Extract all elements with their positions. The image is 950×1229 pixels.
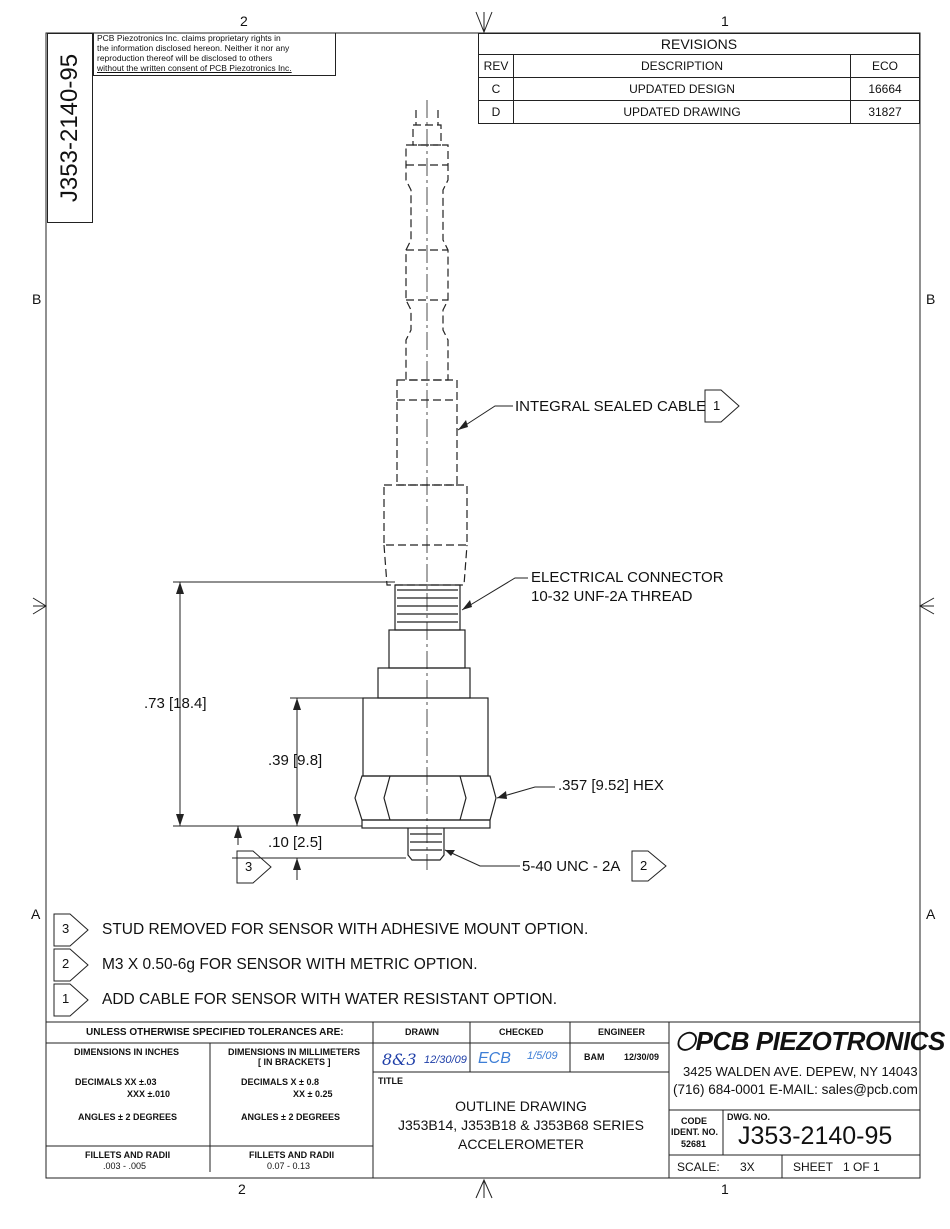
company-logo — [676, 1026, 945, 1057]
note-flag: 3 — [62, 921, 70, 936]
drawn-label: DRAWN — [405, 1027, 439, 1037]
engineer-date: 12/30/09 — [624, 1052, 660, 1062]
zone-top-right: 1 — [721, 13, 729, 29]
revision-description: UPDATED DRAWING — [514, 101, 851, 124]
inch-fillets-value: .003 - .005 — [103, 1161, 147, 1171]
sheet-label: SHEET — [793, 1160, 834, 1174]
title-line-3: ACCELEROMETER — [457, 1136, 585, 1152]
mm-header: DIMENSIONS IN MILLIMETERS — [228, 1047, 361, 1057]
callout-hex: .357 [9.52] HEX — [558, 777, 664, 794]
callout-thread: 10-32 UNF-2A THREAD — [531, 588, 693, 605]
flag-cable — [705, 390, 739, 422]
mm-decimals-xx: XX ± 0.25 — [293, 1089, 333, 1099]
zone-left-a: A — [31, 906, 41, 922]
engineer-label: ENGINEER — [598, 1027, 646, 1037]
inch-header: DIMENSIONS IN INCHES — [74, 1047, 180, 1057]
proprietary-line: the information disclosed hereon. Neither it nor any — [97, 43, 290, 53]
mm-decimals: DECIMALS X ± 0.8 — [241, 1077, 319, 1087]
center-mark-bottom — [476, 1180, 492, 1198]
mm-fillets-value: 0.07 - 0.13 — [267, 1161, 311, 1171]
note-text: M3 X 0.50-6g FOR SENSOR WITH METRIC OPTION. — [102, 956, 478, 973]
dwg-no: J353-2140-95 — [738, 1122, 893, 1150]
company-address: 3425 WALDEN AVE. DEPEW, NY 14043 — [683, 1064, 918, 1079]
company-contact: (716) 684-0001 E-MAIL: sales@pcb.com — [673, 1082, 918, 1097]
eco-header: ECO — [851, 55, 920, 78]
dim-total-label: .73 [18.4] — [144, 695, 207, 712]
zone-top-left: 2 — [240, 13, 248, 29]
accelerometer-outline — [355, 110, 496, 860]
zone-bottom-right: 1 — [721, 1181, 729, 1197]
flag-label: 2 — [640, 858, 648, 873]
callout-cable: INTEGRAL SEALED CABLE — [515, 398, 707, 415]
inch-decimals: DECIMALS XX ±.03 — [75, 1077, 157, 1087]
company-name: PCB PIEZOTRONICS — [695, 1026, 945, 1056]
zone-right-b: B — [926, 291, 936, 307]
engineer-name: BAM — [584, 1052, 605, 1062]
title-line-1: OUTLINE DRAWING — [455, 1098, 587, 1114]
note-text: STUD REMOVED FOR SENSOR WITH ADHESIVE MOUNT OPTION. — [102, 921, 589, 938]
zone-left-b: B — [32, 291, 42, 307]
leader-connector — [462, 578, 528, 610]
inch-angles: ANGLES ± 2 DEGREES — [78, 1112, 177, 1122]
mm-fillets: FILLETS AND RADII — [249, 1150, 335, 1160]
drawn-signature: 8&3 — [382, 1050, 417, 1069]
note-flag: 2 — [62, 956, 70, 971]
scale-label: SCALE: — [677, 1160, 720, 1174]
proprietary-line: without the written consent of PCB Piezotronics Inc. — [97, 63, 292, 73]
scale-value: 3X — [740, 1160, 755, 1174]
dim-body-label: .39 [9.8] — [268, 752, 323, 769]
flag-label: 1 — [713, 398, 721, 413]
title-line-2: J353B14, J353B18 & J353B68 SERIES — [398, 1117, 644, 1133]
revisions-title: REVISIONS — [479, 34, 920, 55]
callout-stud: 5-40 UNC - 2A — [522, 858, 621, 875]
center-mark-top — [476, 12, 492, 32]
side-drawing-number: J353-2140-95 — [47, 33, 93, 223]
zone-right-a: A — [926, 906, 936, 922]
title-label: TITLE — [378, 1076, 403, 1086]
checked-signature: ECB — [478, 1050, 511, 1067]
leader-stud — [445, 850, 520, 866]
revision-eco: 16664 — [851, 78, 920, 101]
company-logo-icon: ◯ — [676, 1030, 696, 1050]
revision-rev: D — [479, 101, 514, 124]
proprietary-line: reproduction thereof will be disclosed to others — [97, 53, 273, 63]
drawn-date: 12/30/09 — [424, 1054, 467, 1066]
dim-stud-label: .10 [2.5] — [268, 834, 323, 851]
flag-stud — [632, 851, 666, 881]
ident-label: IDENT. NO. — [671, 1127, 719, 1137]
revision-eco: 31827 — [851, 101, 920, 124]
rev-header: REV — [479, 55, 514, 78]
proprietary-line: PCB Piezotronics Inc. claims proprietary rights in — [97, 33, 281, 43]
mm-angles: ANGLES ± 2 DEGREES — [241, 1112, 340, 1122]
note-flag: 1 — [62, 991, 70, 1006]
tolerance-header: UNLESS OTHERWISE SPECIFIED TOLERANCES ARE: — [86, 1027, 344, 1038]
sheet-value: 1 OF 1 — [843, 1160, 880, 1174]
flag-label: 3 — [245, 859, 253, 874]
mm-header-brackets: [ IN BRACKETS ] — [258, 1057, 331, 1067]
checked-label: CHECKED — [499, 1027, 544, 1037]
checked-date: 1/5/09 — [527, 1050, 558, 1062]
callout-connector: ELECTRICAL CONNECTOR — [531, 569, 724, 586]
center-mark-left — [33, 598, 46, 614]
inch-decimals-xxx: XXX ±.010 — [127, 1089, 170, 1099]
note-text: ADD CABLE FOR SENSOR WITH WATER RESISTANT OPTION. — [102, 991, 557, 1008]
proprietary-notice — [93, 33, 336, 76]
flag-dim-stud — [237, 851, 271, 883]
zone-bottom-left: 2 — [238, 1181, 246, 1197]
inch-fillets: FILLETS AND RADII — [85, 1150, 171, 1160]
description-header: DESCRIPTION — [514, 55, 851, 78]
revision-description: UPDATED DESIGN — [514, 78, 851, 101]
center-mark-right — [920, 598, 934, 614]
revision-rev: C — [479, 78, 514, 101]
dwg-no-label: DWG. NO. — [727, 1112, 770, 1122]
revisions-table — [478, 33, 920, 124]
code-ident: 52681 — [681, 1139, 707, 1149]
code-label: CODE — [681, 1116, 708, 1126]
